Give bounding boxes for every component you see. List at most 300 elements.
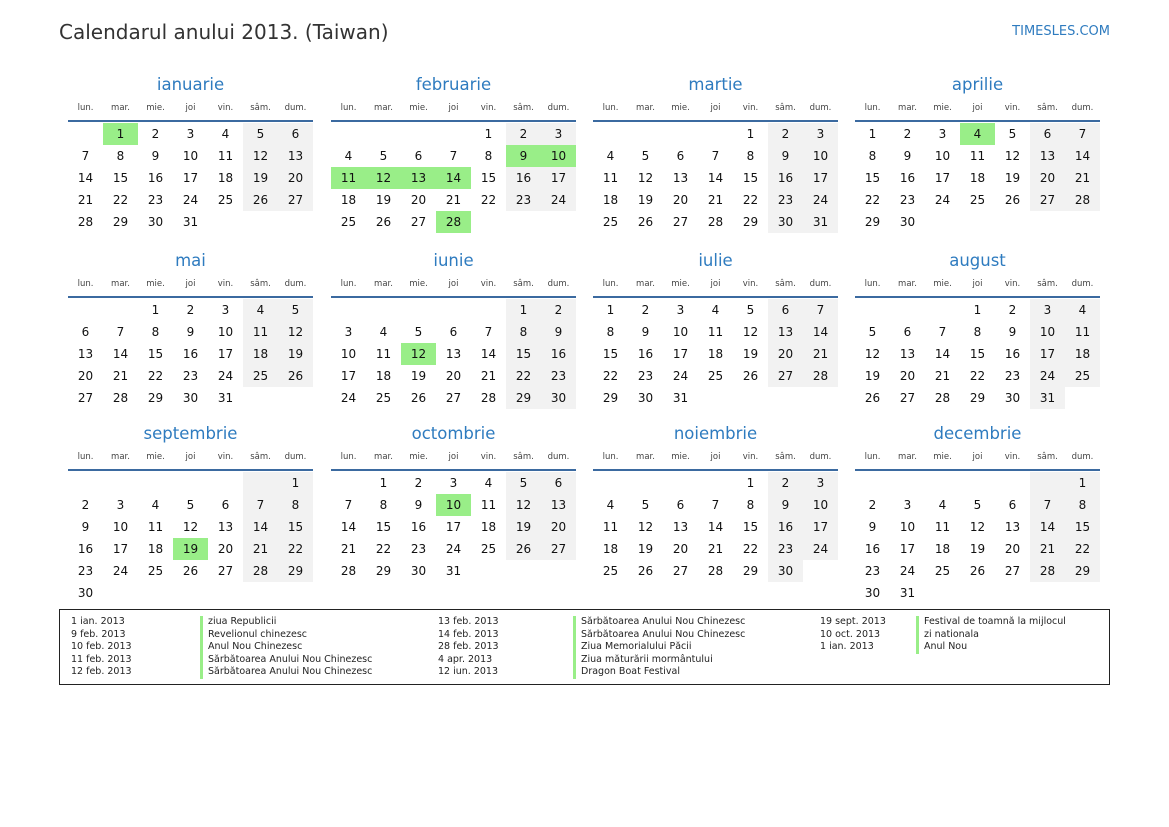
legend-date: 11 feb. 2013: [71, 653, 132, 665]
day-cell: 3: [903, 498, 912, 512]
weekday-label: sâm.: [513, 103, 534, 113]
month-name: august: [949, 251, 1006, 270]
day-cell: 23: [410, 542, 427, 556]
month-martie: [593, 74, 838, 233]
day-cell: 2: [506, 123, 541, 145]
day-cell: 22: [969, 369, 986, 383]
day-cell: 8: [746, 498, 755, 512]
day-cell: 6: [81, 325, 90, 339]
day-cell: 30: [147, 215, 164, 229]
weekday-label: sâm.: [775, 279, 796, 289]
empty-day-cell: [471, 211, 506, 233]
empty-day-cell: [925, 472, 960, 494]
empty-day-cell: [960, 582, 995, 604]
weekday-label: lun.: [77, 452, 94, 462]
day-cell: 1: [1065, 472, 1100, 494]
day-cell: 23: [77, 564, 94, 578]
day-cell: 22: [506, 365, 541, 387]
month-name: aprilie: [951, 75, 1004, 94]
empty-day-cell: [243, 387, 278, 409]
holiday-legend: [59, 609, 1110, 685]
weekday-label: lun.: [340, 103, 357, 113]
empty-day-cell: [855, 299, 890, 321]
weekday-label: mar.: [636, 103, 655, 113]
week-row: [855, 387, 1100, 409]
day-cell: 9: [541, 321, 576, 343]
empty-day-cell: [243, 582, 278, 604]
day-cell: 7: [1030, 494, 1065, 516]
day-cell: 18: [480, 520, 497, 534]
day-cell: 13: [768, 321, 803, 343]
day-cell: 27: [672, 564, 689, 578]
day-cell: 20: [672, 542, 689, 556]
day-cell: 30: [541, 387, 576, 409]
empty-day-cell: [733, 387, 768, 409]
day-cell: 3: [449, 476, 458, 490]
week-row: [855, 343, 1100, 365]
empty-day-cell: [768, 387, 803, 409]
day-cell: 13: [1030, 145, 1065, 167]
week-row: [331, 145, 576, 167]
day-cell: 4: [484, 476, 493, 490]
day-cell: 10: [803, 145, 838, 167]
weekday-label: vin.: [1004, 452, 1021, 462]
day-cell: 14: [934, 347, 951, 361]
day-cell: 20: [899, 369, 916, 383]
day-cell: 11: [602, 520, 619, 534]
weekday-label: lun.: [602, 103, 619, 113]
empty-day-cell: [103, 472, 138, 494]
day-cell: 20: [278, 167, 313, 189]
week-row: [855, 560, 1100, 582]
day-cell: 15: [742, 520, 759, 534]
week-row: [68, 167, 313, 189]
day-cell: 22: [112, 193, 129, 207]
empty-day-cell: [68, 123, 103, 145]
day-cell: 1: [484, 127, 493, 141]
week-row: [855, 145, 1100, 167]
day-cell: 14: [803, 321, 838, 343]
holiday-day-cell: 10: [436, 494, 471, 516]
month-decembrie: [855, 423, 1100, 604]
legend-entry: [438, 616, 745, 629]
day-cell: 10: [340, 347, 357, 361]
empty-day-cell: [401, 123, 436, 145]
day-cell: 27: [445, 391, 462, 405]
day-cell: 22: [742, 193, 759, 207]
weekday-label: dum.: [1071, 452, 1094, 462]
weekday-header: [331, 102, 576, 122]
day-cell: 10: [217, 325, 234, 339]
day-cell: 26: [278, 365, 313, 387]
day-cell: 7: [81, 149, 90, 163]
holiday-day-cell: 11: [331, 167, 366, 189]
weekday-label: joi: [185, 279, 196, 289]
week-row: [68, 145, 313, 167]
day-cell: 30: [410, 564, 427, 578]
empty-day-cell: [1030, 211, 1065, 233]
legend-holiday-name: Ziua Memorialului Păcii: [573, 641, 692, 654]
day-cell: 5: [506, 472, 541, 494]
week-row: [68, 516, 313, 538]
legend-column-3: [820, 616, 1066, 654]
day-cell: 1: [746, 476, 755, 490]
empty-day-cell: [803, 387, 838, 409]
day-cell: 20: [672, 193, 689, 207]
holiday-day-cell: 12: [401, 343, 436, 365]
month-name: mai: [175, 251, 206, 270]
day-cell: 25: [602, 564, 619, 578]
day-cell: 23: [506, 189, 541, 211]
day-cell: 16: [410, 520, 427, 534]
day-cell: 15: [112, 171, 129, 185]
weekday-label: lun.: [340, 452, 357, 462]
day-cell: 13: [1004, 520, 1021, 534]
holiday-day-cell: 14: [436, 167, 471, 189]
day-cell: 14: [340, 520, 357, 534]
week-row: [68, 560, 313, 582]
month-name: ianuarie: [156, 75, 225, 94]
day-cell: 17: [803, 167, 838, 189]
weekday-label: mie.: [933, 103, 952, 113]
day-cell: 26: [864, 391, 881, 405]
day-cell: 9: [641, 325, 650, 339]
day-cell: 20: [541, 516, 576, 538]
day-cell: 29: [864, 215, 881, 229]
empty-day-cell: [663, 472, 698, 494]
legend-date: 14 feb. 2013: [438, 628, 499, 640]
legend-date: 12 feb. 2013: [71, 666, 132, 677]
day-cell: 24: [445, 542, 462, 556]
day-cell: 19: [637, 193, 654, 207]
day-cell: 18: [243, 343, 278, 365]
weekday-label: joi: [185, 103, 196, 113]
day-cell: 9: [151, 149, 160, 163]
weekday-label: mar.: [111, 452, 130, 462]
weekday-header: [68, 102, 313, 122]
legend-date: 1 ian. 2013: [820, 641, 874, 652]
month-name: septembrie: [143, 424, 238, 443]
legend-holiday-name: Ziua măturării mormântului: [573, 654, 713, 667]
day-cell: 21: [707, 542, 724, 556]
day-cell: 27: [768, 365, 803, 387]
legend-entry: [438, 641, 745, 654]
day-cell: 1: [606, 303, 615, 317]
day-cell: 29: [278, 560, 313, 582]
day-cell: 26: [637, 215, 654, 229]
weekday-label: dum.: [284, 103, 307, 113]
day-cell: 5: [868, 325, 877, 339]
week-row: [855, 321, 1100, 343]
day-cell: 30: [182, 391, 199, 405]
day-cell: 24: [112, 564, 129, 578]
day-cell: 5: [243, 123, 278, 145]
weekday-label: dum.: [809, 452, 832, 462]
week-row: [68, 211, 313, 233]
day-cell: 3: [803, 123, 838, 145]
day-cell: 1: [379, 476, 388, 490]
legend-entry: [71, 654, 372, 667]
empty-day-cell: [1030, 582, 1065, 604]
day-cell: 12: [969, 520, 986, 534]
empty-day-cell: [278, 582, 313, 604]
legend-column-1: [71, 616, 372, 679]
weekday-label: dum.: [547, 103, 570, 113]
month-name: decembrie: [933, 424, 1022, 443]
empty-day-cell: [506, 211, 541, 233]
day-cell: 16: [899, 171, 916, 185]
day-cell: 15: [742, 171, 759, 185]
day-cell: 20: [445, 369, 462, 383]
day-cell: 11: [217, 149, 234, 163]
empty-day-cell: [698, 123, 733, 145]
day-cell: 21: [934, 369, 951, 383]
day-cell: 28: [1030, 560, 1065, 582]
weekday-label: mar.: [898, 452, 917, 462]
day-cell: 2: [81, 498, 90, 512]
day-cell: 21: [112, 369, 129, 383]
day-cell: 20: [1030, 167, 1065, 189]
day-cell: 20: [768, 343, 803, 365]
day-cell: 15: [602, 347, 619, 361]
day-cell: 14: [112, 347, 129, 361]
month-octombrie: [331, 423, 576, 582]
day-cell: 23: [1004, 369, 1021, 383]
week-row: [593, 538, 838, 560]
day-cell: 24: [1030, 365, 1065, 387]
day-cell: 25: [375, 391, 392, 405]
holiday-day-cell: 10: [541, 145, 576, 167]
day-cell: 22: [147, 369, 164, 383]
legend-date: 10 feb. 2013: [71, 641, 132, 652]
day-cell: 2: [903, 127, 912, 141]
legend-holiday-name: Revelionul chinezesc: [200, 629, 307, 642]
day-cell: 28: [707, 564, 724, 578]
week-row: [68, 494, 313, 516]
day-cell: 1: [506, 299, 541, 321]
day-cell: 28: [112, 391, 129, 405]
empty-day-cell: [138, 582, 173, 604]
day-cell: 15: [506, 343, 541, 365]
day-cell: 15: [864, 171, 881, 185]
weekday-header: [331, 278, 576, 298]
day-cell: 17: [934, 171, 951, 185]
weekday-label: vin.: [742, 452, 759, 462]
day-cell: 10: [934, 149, 951, 163]
week-row: [68, 343, 313, 365]
holiday-day-cell: 12: [366, 167, 401, 189]
empty-day-cell: [890, 299, 925, 321]
empty-day-cell: [960, 211, 995, 233]
week-row: [855, 299, 1100, 321]
legend-holiday-name: Sărbătoarea Anului Nou Chinezesc: [200, 666, 372, 679]
week-row: [593, 299, 838, 321]
day-cell: 30: [637, 391, 654, 405]
legend-holiday-name: Anul Nou: [916, 641, 967, 654]
day-cell: 5: [641, 149, 650, 163]
week-row: [593, 343, 838, 365]
weekday-label: vin.: [742, 279, 759, 289]
day-cell: 6: [903, 325, 912, 339]
weekday-label: joi: [972, 103, 983, 113]
week-row: [331, 167, 576, 189]
day-cell: 20: [77, 369, 94, 383]
holiday-day-cell: 13: [401, 167, 436, 189]
day-cell: 29: [742, 564, 759, 578]
day-cell: 3: [938, 127, 947, 141]
day-cell: 24: [803, 538, 838, 560]
day-cell: 16: [768, 167, 803, 189]
day-cell: 19: [864, 369, 881, 383]
weekday-header: [68, 278, 313, 298]
day-cell: 7: [711, 498, 720, 512]
weekday-label: mie.: [409, 103, 428, 113]
day-cell: 7: [711, 149, 720, 163]
weekday-label: mie.: [146, 452, 165, 462]
day-cell: 5: [278, 299, 313, 321]
day-cell: 3: [116, 498, 125, 512]
weekday-label: vin.: [217, 103, 234, 113]
day-cell: 21: [445, 193, 462, 207]
day-cell: 18: [602, 193, 619, 207]
day-cell: 12: [864, 347, 881, 361]
day-cell: 6: [768, 299, 803, 321]
day-cell: 20: [217, 542, 234, 556]
day-cell: 26: [1004, 193, 1021, 207]
empty-day-cell: [803, 560, 838, 582]
day-cell: 2: [151, 127, 160, 141]
empty-day-cell: [925, 211, 960, 233]
empty-day-cell: [628, 123, 663, 145]
weekday-label: joi: [710, 452, 721, 462]
weekday-label: sâm.: [250, 103, 271, 113]
day-cell: 7: [938, 325, 947, 339]
day-cell: 23: [637, 369, 654, 383]
week-row: [331, 387, 576, 409]
day-cell: 5: [186, 498, 195, 512]
day-cell: 31: [217, 391, 234, 405]
day-cell: 19: [506, 516, 541, 538]
week-row: [593, 321, 838, 343]
legend-entry: [820, 616, 1066, 629]
week-row: [593, 494, 838, 516]
day-cell: 9: [768, 494, 803, 516]
legend-date: 13 feb. 2013: [438, 616, 499, 627]
day-cell: 1: [278, 472, 313, 494]
page-title: Calendarul anului 2013. (Taiwan): [59, 20, 389, 44]
week-row: [68, 387, 313, 409]
day-cell: 16: [541, 343, 576, 365]
weekday-label: lun.: [77, 103, 94, 113]
empty-day-cell: [995, 211, 1030, 233]
site-link[interactable]: TIMESLES.COM: [1012, 24, 1110, 39]
legend-holiday-name: zi nationala: [916, 629, 979, 642]
day-cell: 11: [602, 171, 619, 185]
day-cell: 29: [602, 391, 619, 405]
day-cell: 6: [541, 472, 576, 494]
day-cell: 16: [768, 516, 803, 538]
day-cell: 22: [278, 538, 313, 560]
day-cell: 4: [151, 498, 160, 512]
day-cell: 18: [934, 542, 951, 556]
day-cell: 31: [672, 391, 689, 405]
weekday-label: joi: [448, 452, 459, 462]
day-cell: 20: [410, 193, 427, 207]
day-cell: 14: [1030, 516, 1065, 538]
day-cell: 26: [742, 369, 759, 383]
legend-date: 19 sept. 2013: [820, 616, 886, 627]
weekday-label: vin.: [742, 103, 759, 113]
weekday-label: joi: [710, 103, 721, 113]
empty-day-cell: [401, 299, 436, 321]
week-row: [331, 189, 576, 211]
legend-entry: [71, 666, 372, 679]
legend-entry: [438, 654, 745, 667]
month-ianuarie: [68, 74, 313, 233]
legend-holiday-name: ziua Republicii: [200, 616, 276, 629]
weekday-label: dum.: [1071, 279, 1094, 289]
legend-entry: [71, 616, 372, 629]
day-cell: 30: [1004, 391, 1021, 405]
day-cell: 26: [243, 189, 278, 211]
day-cell: 11: [707, 325, 724, 339]
day-cell: 25: [707, 369, 724, 383]
day-cell: 13: [672, 520, 689, 534]
week-row: [331, 494, 576, 516]
day-cell: 6: [221, 498, 230, 512]
month-aprilie: [855, 74, 1100, 233]
day-cell: 22: [375, 542, 392, 556]
day-cell: 24: [217, 369, 234, 383]
day-cell: 19: [410, 369, 427, 383]
weekday-label: mie.: [409, 452, 428, 462]
week-row: [593, 123, 838, 145]
legend-date: 10 oct. 2013: [820, 628, 881, 640]
day-cell: 13: [278, 145, 313, 167]
day-cell: 17: [340, 369, 357, 383]
day-cell: 28: [340, 564, 357, 578]
day-cell: 6: [278, 123, 313, 145]
day-cell: 17: [541, 167, 576, 189]
day-cell: 8: [746, 149, 755, 163]
weekday-label: vin.: [217, 452, 234, 462]
week-row: [331, 123, 576, 145]
day-cell: 9: [768, 145, 803, 167]
empty-day-cell: [541, 211, 576, 233]
legend-date: 9 feb. 2013: [71, 628, 126, 640]
weekday-header: [593, 102, 838, 122]
weekday-label: dum.: [547, 452, 570, 462]
day-cell: 27: [410, 215, 427, 229]
day-cell: 17: [182, 171, 199, 185]
day-cell: 19: [969, 542, 986, 556]
day-cell: 10: [672, 325, 689, 339]
day-cell: 13: [541, 494, 576, 516]
legend-holiday-name: Dragon Boat Festival: [573, 666, 680, 679]
day-cell: 31: [445, 564, 462, 578]
day-cell: 13: [672, 171, 689, 185]
day-cell: 9: [868, 520, 877, 534]
weekday-label: joi: [972, 452, 983, 462]
day-cell: 30: [899, 215, 916, 229]
day-cell: 8: [606, 325, 615, 339]
empty-day-cell: [68, 472, 103, 494]
day-cell: 19: [742, 347, 759, 361]
empty-day-cell: [331, 299, 366, 321]
weekday-label: sâm.: [250, 452, 271, 462]
day-cell: 28: [77, 215, 94, 229]
empty-day-cell: [173, 472, 208, 494]
